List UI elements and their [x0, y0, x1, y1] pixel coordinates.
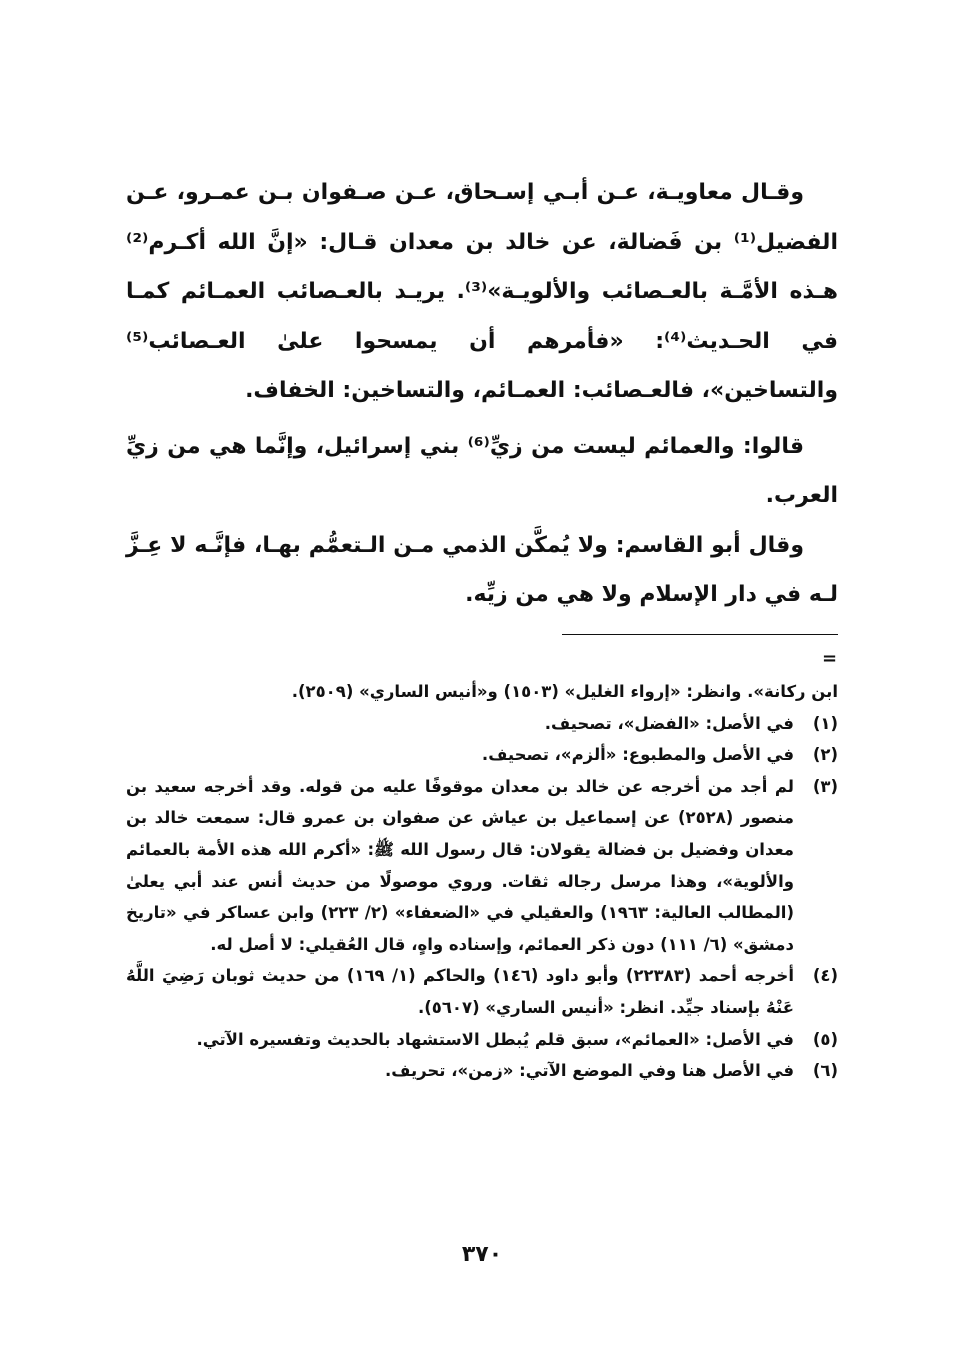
- footnote-item: [126, 960, 838, 1023]
- footnotes: [126, 676, 838, 1087]
- footnote-text: لم أجد من أخرجه عن خالد بن معدان موقوفًا عليه من قوله. وقد أخرجه سعيد بن منصور (٢٥٢٨) عن إسماعيل بن عياش عن صفوان بن عمرو قال: سمعت خالد بن معدان وفضيل بن فضالة يقولان: قال رسول الله ﷺ: «أكرم الله هذه الأمة بالعمائم والألوية»، وهذا مرسل رجاله ثقات. وروي موصولًا من حديث أنس عند أبي يعلىٰ (المطالب العالية: ١٩٦٣) والعقيلي في «الضعفاء» (٢/ ٢٢٣) وابن عساكر في «تاريخ دمشق» (٦/ ١١١) دون ذكر العمائم، وإسناده واهٍ، قال العُقيلي: لا أصل له.: [126, 776, 794, 954]
- page-number: ٣٧٠: [461, 1242, 503, 1267]
- footnote-item: [126, 1024, 838, 1056]
- footnote-number: (٣): [812, 776, 838, 796]
- footnote-continuation-mark: =: [822, 648, 838, 669]
- footnote-text: في الأصل والمطبوع: «ألزم»، تصحيف.: [481, 745, 794, 765]
- footnote-number: (٢): [812, 745, 838, 765]
- footnote-continuation: ابن ركانة». وانظر: «إرواء الغليل» (١٥٠٣) و«أنيس الساري» (٢٥٠٩).: [291, 682, 838, 701]
- footnote-item: [126, 771, 838, 961]
- footnote-text: في الأصل: «العمائم»، سبق قلم يُبطل الاستشهاد بالحديث وتفسيره الآتي.: [196, 1029, 794, 1049]
- footnote-number: (١): [812, 713, 838, 733]
- body-paragraph: وقال أبو القاسم: ولا يُمكَّن الذمي مـن الـتعمُّم بهـا، فإنَّـه لا عِـزَّ لـه في دار الإسلام ولا هي من زيِّه.: [126, 532, 838, 607]
- footnote-item: [126, 1055, 838, 1087]
- footnote-item: [126, 739, 838, 771]
- body-paragraph: وقـال معاويـة، عـن أبـي إسـحاق، عـن صـفوان بـن عمـرو، عـن الفضيل⁽¹⁾ بن فَضالة، عن خالد بن معدان قـال: «إنَّ الله أكـرم⁽²⁾ هـذه الأمَّـة بالعـصائب والألويـة»⁽³⁾. يريـد بالعـصائب العمـائم كمـا في الحـديث⁽⁴⁾: «فأمرهم أن يمسحوا علىٰ العـصائب⁽⁵⁾ والتساخين»، فالعـصائب: العمـائم، والتساخين: الخفاف.: [126, 180, 839, 403]
- main-text: [126, 168, 838, 620]
- footnote-text: في الأصل هنا وفي الموضع الآتي: «زمن»، تحريف.: [385, 1061, 794, 1081]
- body-paragraph: قالوا: والعمائم ليست من زيِّ⁽⁶⁾ بني إسرائيل، وإنَّما هي من زيِّ العرب.: [126, 433, 838, 508]
- footnote-text: في الأصل: «الفضل»، تصحيف.: [544, 713, 794, 733]
- footnote-separator: [562, 634, 838, 635]
- footnote-item: [126, 708, 838, 740]
- footnote-number: (٤): [812, 966, 838, 986]
- footnote-text: أخرجه أحمد (٢٢٣٨٣) وأبو داود (١٤٦) والحاكم (١/ ١٦٩) من حديث ثوبان رَضِيَ اللَّهُ عَنْهُ بإسناد جيِّد. انظر: «أنيس الساري» (٥٦٠٧).: [126, 966, 794, 1017]
- footnote-number: (٥): [812, 1029, 838, 1049]
- footnote-number: (٦): [812, 1061, 838, 1081]
